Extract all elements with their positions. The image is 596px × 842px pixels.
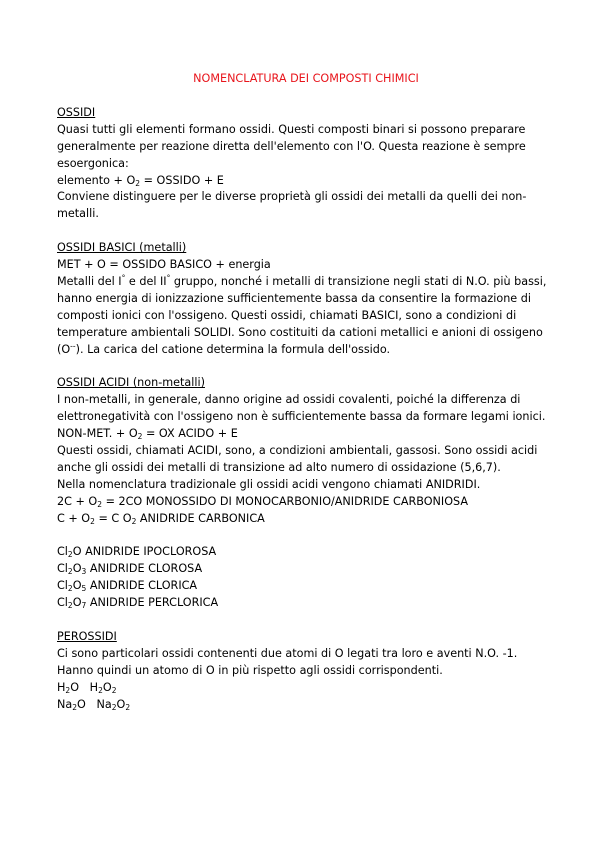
section-heading-ossidi: OSSIDI — [57, 105, 96, 119]
list-item: $Cl_2O$ ANIDRIDE IPOCLOROSA — [57, 545, 217, 560]
ossidi-equation: elemento + $O_2$ = OSSIDO + E — [57, 173, 224, 188]
list-item: $Cl_2O_3$ ANIDRIDE CLOROSA — [57, 562, 203, 577]
basici-text: Metalli del I° e del II° gruppo, nonché i metalli di transizione negli stati di N.O. più bassi, hanno energia di ionizzazione sufficientemente bassa da consentire la formazione di composti ionici con l'ossigeno. Questi ossidi, chiamati BASICI, sono a condizioni di temperature ambientali SOLIDI. Sono costituiti da cationi metallici e anioni di ossigeno (O--). La carica del catione determina la formula dell'ossido. — [57, 273, 547, 356]
acidi-paragraph-2: Nella nomenclatura tradizionale gli ossidi acidi vengono chiamati ANIDRIDI. — [57, 477, 481, 491]
acidi-equation: NON-MET. + $O_2$ = OX ACIDO + E — [57, 427, 238, 442]
acidi-paragraph-1: Questi ossidi, chiamati ACIDI, sono, a condizioni ambientali, gassosi. Sono ossidi acidi anche gli ossidi dei metalli di transizione ad alto numero di ossidazione (5,6,7). — [57, 444, 538, 474]
perossidi-example-2: $Na_2O$ $Na_2O_2$ — [57, 697, 131, 712]
chlorine-oxides-list — [57, 544, 547, 612]
perossidi-text: Ci sono particolari ossidi contenenti due atomi di O legati tra loro e aventi N.O. -1. Hanno quindi un atomo di O in più rispetto agli ossidi corrispondenti. — [57, 646, 518, 677]
section-heading-acidi: OSSIDI ACIDI (non-metalli) — [57, 376, 205, 390]
document-page — [57, 71, 547, 713]
section-heading-basici: OSSIDI BASICI (metalli) — [57, 241, 187, 255]
section-ossidi-acidi — [57, 375, 547, 527]
section-perossidi — [57, 629, 547, 714]
page-title: NOMENCLATURA DEI COMPOSTI CHIMICI — [193, 72, 419, 85]
list-item: $Cl_2O_7$ ANIDRIDE PERCLORICA — [57, 596, 219, 611]
acidi-intro: I non-metalli, in generale, danno origine ad ossidi covalenti, poiché la differenza di elettronegatività con l'ossigeno non è sufficientemente bassa da formare legami ionici. — [57, 393, 546, 424]
ossidi-note: Conviene distinguere per le diverse proprietà gli ossidi dei metalli da quelli dei non-metalli. — [57, 190, 527, 221]
perossidi-example-1: $H_2O$ $H_2O_2$ — [57, 680, 117, 695]
section-ossidi-basici — [57, 240, 547, 358]
section-ossidi — [57, 105, 547, 223]
acidi-equation-2: $2C + O_2 = 2CO$ MONOSSIDO DI MONOCARBONIO/ANIDRIDE CARBONIOSA — [57, 494, 468, 509]
ossidi-intro: Quasi tutti gli elementi formano ossidi. Questi composti binari si possono preparare generalmente per reazione diretta dell'elemento con l'O. Questa reazione è sempre esoergonica: — [57, 122, 526, 170]
section-heading-perossidi: PEROSSIDI — [57, 629, 117, 643]
basici-equation: MET + O = OSSIDO BASICO + energia — [57, 258, 271, 272]
acidi-equation-3: $C + O_2 = C$ $O_2$ ANIDRIDE CARBONICA — [57, 511, 265, 526]
list-item: $Cl_2O_5$ ANIDRIDE CLORICA — [57, 579, 198, 594]
